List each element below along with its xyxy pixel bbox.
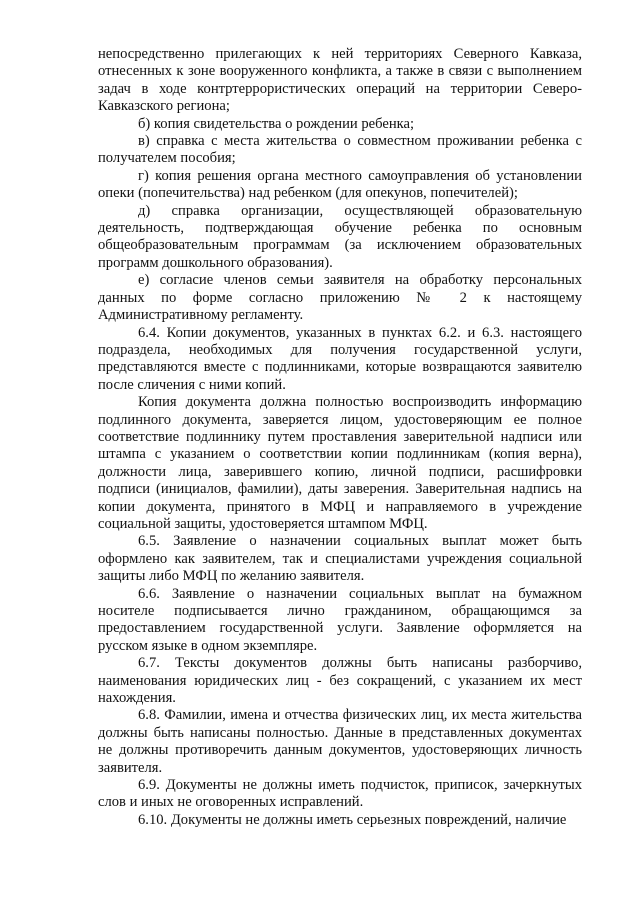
paragraph-6-10: 6.10. Документы не должны иметь серьезных повреждений, наличие: [138, 811, 567, 828]
paragraph-copy-requirements: Копия документа должна полностью воспроизводить информацию подлинного документа, заверяется лицом, удостоверяющим ее полное соответствие подлиннику путем проставления заверительной надписи или штампа с указанием о соответствии копии подлинникам (копия верна), должности лица, заверившего копию, личной подписи, расшифровки подписи (инициалов, фамилии), даты заверения. Заверительная надпись на копии документа, принятого в МФЦ и направляемого в учреждение социальной защиты, удостоверяется штампом МФЦ.: [98, 394, 582, 532]
paragraph-item-d: д) справка организации, осуществляющей образовательную деятельность, подтверждающая обучение ребенка по основным общеобразовательным программам (за исключением образовательных программ дошкольного образования).: [98, 202, 582, 271]
paragraph-6-5: 6.5. Заявление о назначении социальных выплат может быть оформлено как заявителем, так и специалистами учреждения социальной защиты либо МФЦ по желанию заявителя.: [98, 533, 582, 585]
paragraph-6-9: 6.9. Документы не должны иметь подчисток, приписок, зачеркнутых слов и иных не оговоренных исправлений.: [98, 777, 582, 811]
paragraph-item-v: в) справка с места жительства о совместном проживании ребенка с получателем пособия;: [98, 133, 582, 167]
paragraph-6-7: 6.7. Тексты документов должны быть написаны разборчиво, наименования юридических лиц - без сокращений, с указанием их мест нахождения.: [98, 655, 582, 707]
paragraph-continuation: непосредственно прилегающих к ней территориях Северного Кавказа, отнесенных к зоне вооруженного конфликта, а также в связи с выполнением задач в ходе контртеррористических операций на территории Северо-Кавказского региона;: [98, 46, 582, 115]
paragraph-item-b: б) копия свидетельства о рождении ребенка;: [138, 115, 415, 132]
paragraph-6-6: 6.6. Заявление о назначении социальных выплат на бумажном носителе подписывается лично гражданином, обращающимся за предоставлением государственной услуги. Заявление оформляется на русском языке в одном экземпляре.: [98, 585, 582, 654]
paragraph-item-e: е) согласие членов семьи заявителя на обработку персональных данных по форме согласно приложению № 2 к настоящему Административному регламенту.: [98, 272, 582, 324]
paragraph-6-4: 6.4. Копии документов, указанных в пунктах 6.2. и 6.3. настоящего подраздела, необходимых для получения государственной услуги, представляются вместе с подлинниками, которые возвращаются заявителю после сличения с ними копий.: [98, 324, 582, 393]
document-body: [98, 46, 582, 829]
paragraph-item-g: г) копия решения органа местного самоуправления об установлении опеки (попечительства) над ребенком (для опекунов, попечителей);: [98, 167, 582, 202]
paragraph-6-8: 6.8. Фамилии, имена и отчества физических лиц, их места жительства должны быть написаны полностью. Данные в представленных документах не должны противоречить данным документов, удостоверяющих личность заявителя.: [98, 707, 582, 776]
